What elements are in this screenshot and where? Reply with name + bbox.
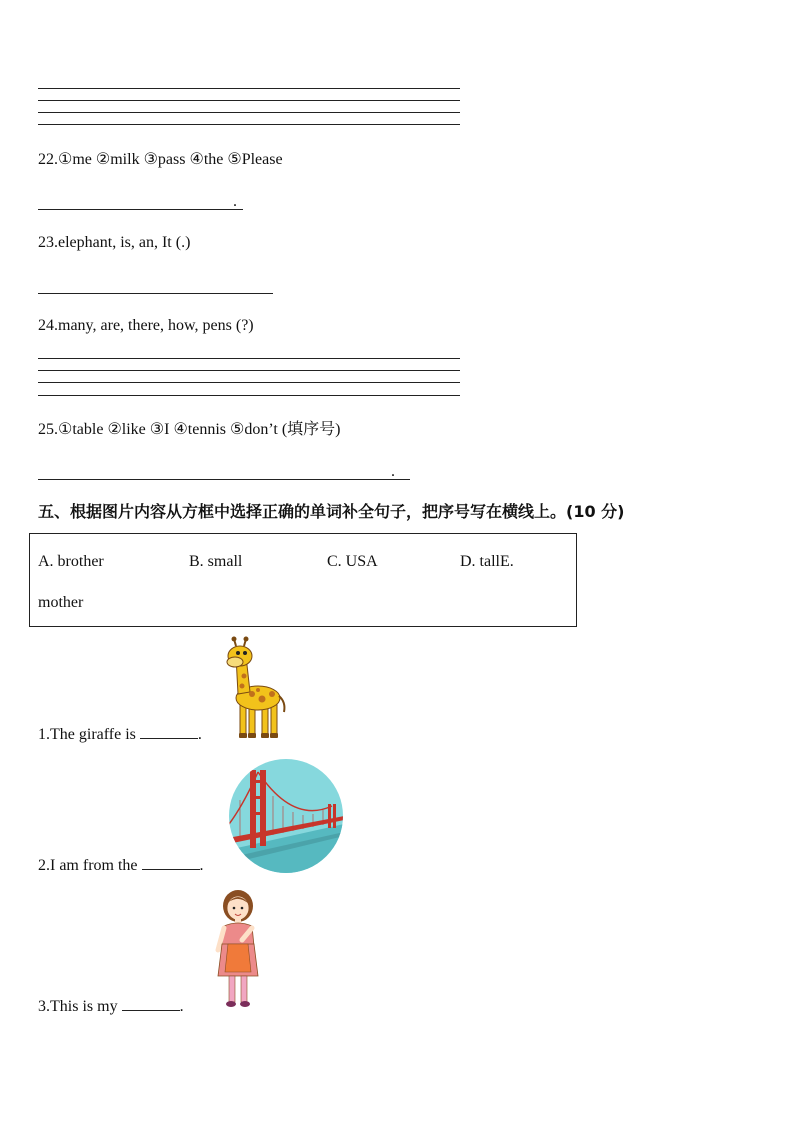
item-3-period: . bbox=[179, 998, 184, 1015]
option-d: D. tallE. bbox=[460, 553, 514, 570]
question-23: 23.elephant, is, an, It (.) bbox=[38, 234, 191, 251]
item-1-period: . bbox=[197, 726, 202, 743]
answer-line bbox=[38, 395, 460, 396]
question-25: 25.①table ②like ③I ④tennis ⑤don’t (填序号) bbox=[38, 421, 341, 438]
q23-answer-line bbox=[38, 293, 273, 294]
item-2-prefix: 2.I am from the bbox=[38, 857, 138, 874]
answer-line bbox=[38, 112, 460, 113]
q25-period: . bbox=[391, 463, 395, 480]
mother-image bbox=[212, 884, 264, 1010]
option-a: A. brother bbox=[38, 553, 104, 570]
giraffe-image bbox=[222, 636, 292, 744]
item-3-blank[interactable] bbox=[122, 996, 180, 1011]
item-2-blank[interactable] bbox=[142, 855, 200, 870]
word-bank-box bbox=[29, 533, 577, 627]
answer-line bbox=[38, 124, 460, 125]
section-5-heading: 五、根据图片内容从方框中选择正确的单词补全句子，把序号写在横线上。(10 分) bbox=[38, 502, 625, 521]
answer-line bbox=[38, 370, 460, 371]
option-e: mother bbox=[38, 594, 84, 611]
q25-answer-line bbox=[38, 479, 410, 480]
option-b: B. small bbox=[189, 553, 243, 570]
question-22: 22.①me ②milk ③pass ④the ⑤Please bbox=[38, 151, 283, 168]
item-1-blank[interactable] bbox=[140, 724, 198, 739]
answer-line bbox=[38, 382, 460, 383]
option-c: C. USA bbox=[327, 553, 378, 570]
item-1-sentence bbox=[38, 724, 202, 745]
item-2-period: . bbox=[199, 857, 204, 874]
answer-line bbox=[38, 100, 460, 101]
answer-line bbox=[38, 358, 460, 359]
question-24: 24.many, are, there, how, pens (?) bbox=[38, 317, 254, 334]
item-2-sentence bbox=[38, 855, 204, 876]
item-3-sentence bbox=[38, 996, 184, 1017]
item-3-prefix: 3.This is my bbox=[38, 998, 118, 1015]
q22-period: . bbox=[233, 193, 237, 210]
q22-answer-line bbox=[38, 209, 243, 210]
answer-line bbox=[38, 88, 460, 89]
item-1-prefix: 1.The giraffe is bbox=[38, 726, 136, 743]
golden-gate-bridge-image bbox=[228, 758, 344, 874]
